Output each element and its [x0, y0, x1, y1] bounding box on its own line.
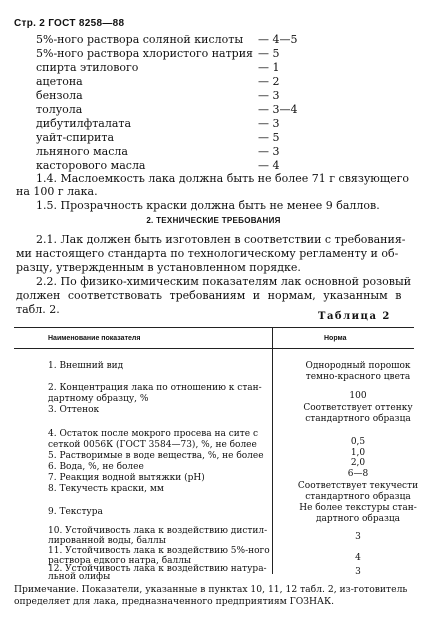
table-row-norm: 1,0 — [350, 448, 366, 458]
list-item: уайт-спирита — [36, 131, 115, 144]
table-row-name: лированной воды, баллы — [48, 536, 166, 546]
clause-2-2-line1: 2.2. По физико-химическим показателям лак основной розовый — [36, 275, 412, 288]
page-header: Стр. 2 ГОСТ 8258—88 — [14, 18, 125, 29]
table-row-name: раствора едкого натра, баллы — [48, 556, 192, 566]
table-row-name: 5. Растворимые в воде вещества, %, не более — [48, 451, 264, 461]
table-note: Примечание. Показатели, указанные в пунктах 10, 11, 12 табл. 2, из-готовитель определяет для лака, предназначенного предприятиям ГОЗНАК. — [14, 584, 408, 607]
list-item: ацетона — [36, 75, 83, 88]
list-item: касторового масла — [36, 159, 146, 172]
table-row-norm: Соответствует оттенку — [303, 403, 413, 413]
table-row-norm: 3 — [355, 532, 361, 542]
list-item: льняного масла — [36, 145, 128, 158]
table-column-divider — [272, 327, 273, 574]
table-row-name: 6. Вода, %, не более — [48, 462, 144, 472]
list-item: 5%-ного раствора хлористого натрия — [36, 47, 253, 60]
table-row-norm: 6—8 — [347, 469, 369, 479]
section-title: 2. ТЕХНИЧЕСКИЕ ТРЕБОВАНИЯ — [146, 216, 281, 225]
clause-2-2-line2: должен соответствовать требованиям и нормам, указанным в — [16, 289, 402, 302]
table-row-name: 4. Остаток после мокрого просева на сите с — [48, 429, 258, 439]
list-item-value: — 3—4 — [258, 103, 298, 116]
table-header-name: Наименование показателя — [48, 335, 141, 342]
list-item-value: — 3 — [258, 117, 280, 130]
list-item-value: — 3 — [258, 89, 280, 102]
list-item: дибутилфталата — [36, 117, 132, 130]
table-row-name: 10. Устойчивость лака к воздействию дистил- — [48, 526, 268, 536]
clause-1-5: 1.5. Прозрачность краски должна быть не менее 9 баллов. — [36, 199, 380, 212]
list-item-value: — 3 — [258, 145, 280, 158]
table-row-name: 12. Устойчивость лака к воздействию натура- — [48, 564, 267, 574]
list-item-value: — 5 — [258, 131, 280, 144]
table-label: Таблица 2 — [318, 311, 391, 322]
clause-2-1-line2: ми настоящего стандарта по технологическому регламенту и об- — [16, 247, 399, 260]
list-item-value: — 1 — [258, 61, 280, 74]
table-row-norm: 3 — [355, 567, 361, 577]
table-row-name: дартному образцу, % — [48, 394, 149, 404]
table-row-name: 8. Текучесть краски, мм — [48, 484, 164, 494]
table-row-name: 2. Концентрация лака по отношению к стан- — [48, 383, 262, 393]
table-header-norm: Норма — [324, 335, 347, 342]
requirements-table — [14, 327, 419, 582]
table-row-name: 9. Текстура — [48, 507, 103, 517]
table-row-norm: 0,5 — [350, 437, 366, 447]
list-item-value: — 4 — [258, 159, 280, 172]
clause-1-4-line2: на 100 г лака. — [16, 185, 98, 198]
table-row-norm: Не более текстуры стан- — [299, 503, 417, 513]
table-row-norm: 2,0 — [350, 458, 366, 468]
table-row-norm: дартного образца — [315, 514, 401, 524]
list-item: 5%-ного раствора соляной кислоты — [36, 33, 244, 46]
table-row-norm: Однородный порошок — [305, 361, 411, 371]
clause-2-1-line3: разцу, утвержденным в установленном порядке. — [16, 261, 301, 274]
table-row-norm: темно-красного цвета — [305, 372, 411, 382]
list-item-value: — 2 — [258, 75, 280, 88]
table-row-name: 3. Оттенок — [48, 405, 100, 415]
table-row-name: льной олифы — [48, 572, 111, 582]
table-row-norm: 100 — [349, 391, 367, 401]
table-row-name: 11. Устойчивость лака к воздействию 5%-ного — [48, 546, 270, 556]
table-row-name: 7. Реакция водной вытяжки (рН) — [48, 473, 205, 483]
table-row-norm: Соответствует текучести — [297, 481, 419, 491]
table-row-norm: 4 — [355, 553, 361, 563]
list-item: спирта этилового — [36, 61, 139, 74]
table-top-border — [14, 327, 414, 328]
clause-2-1-line1: 2.1. Лак должен быть изготовлен в соответствии с требования- — [36, 233, 406, 246]
table-row-norm: стандартного образца — [305, 414, 411, 424]
table-header-border — [14, 348, 414, 349]
list-item-value: — 4—5 — [258, 33, 298, 46]
list-item: толуола — [36, 103, 83, 116]
clause-1-4-line1: 1.4. Маслоемкость лака должна быть не более 71 г связующего — [36, 172, 409, 185]
list-item: бензола — [36, 89, 83, 102]
table-row-name: 1. Внешний вид — [48, 361, 124, 371]
table-row-name: сеткой 0056К (ГОСТ 3584—73), %, не более — [48, 440, 257, 450]
table-row-norm: стандартного образца — [305, 492, 411, 502]
clause-2-2-line3: табл. 2. — [16, 303, 60, 316]
list-item-value: — 5 — [258, 47, 280, 60]
